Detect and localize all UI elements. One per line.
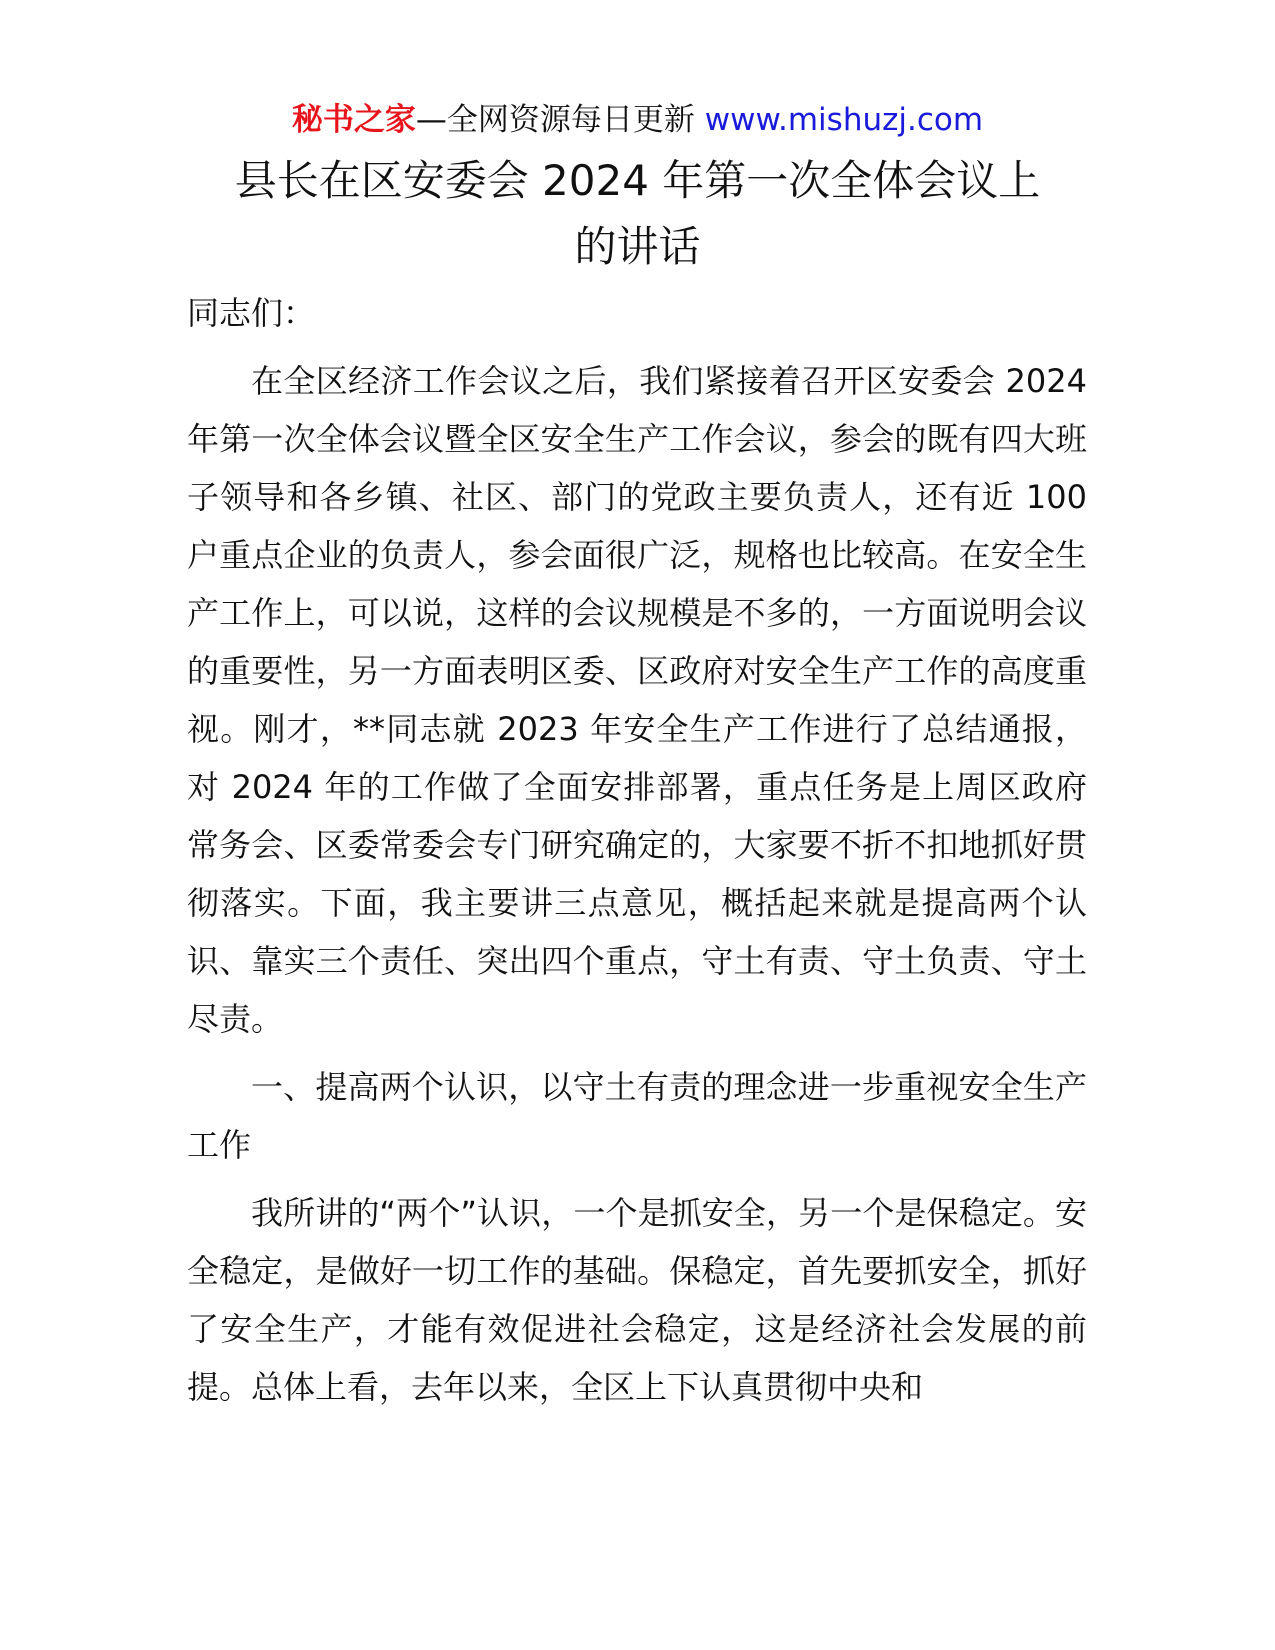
paragraph-section-1: 我所讲的“两个”认识，一个是抓安全，另一个是保稳定。安全稳定，是做好一切工作的基础。保稳定，首先要抓安全，抓好了安全生产，才能有效促进社会稳定，这是经济社会发展的前提。总体上看，去年以来，全区上下认真贯彻中央和	[187, 1194, 1087, 1406]
brand-name: 秘书之家	[291, 102, 416, 138]
site-url-link[interactable]: www.mishuzj.com	[704, 102, 984, 138]
document-title	[0, 148, 1275, 280]
banner-tagline: —全网资源每日更新	[415, 102, 695, 138]
salutation: 同志们：	[187, 294, 316, 332]
title-line-1: 县长在区安委会 2024 年第一次全体会议上	[234, 156, 1041, 205]
title-line-2: 的讲话	[574, 222, 701, 271]
section-heading-1: 一、提高两个认识，以守土有责的理念进一步重视安全生产工作	[187, 1068, 1087, 1164]
paragraph-intro: 在全区经济工作会议之后，我们紧接着召开区安委会 2024 年第一次全体会议暨全区安全生产工作会议，参会的既有四大班子领导和各乡镇、社区、部门的党政主要负责人，还有近 100 户重点企业的负责人，参会面很广泛，规格也比较高。在安全生产工作上，可以说，这样的会议规模是不多的，一方面说明会议的重要性，另一方面表明区委、区政府对安全生产工作的高度重视。刚才，**同志就 2023 年安全生产工作进行了总结通报，对 2024 年的工作做了全面安排部署，重点任务是上周区政府常务会、区委常委会专门研究确定的，大家要不折不扣地抓好贯彻落实。下面，我主要讲三点意见，概括起来就是提高两个认识、靠实三个责任、突出四个重点，守土有责、守土负责、守土尽责。	[187, 362, 1087, 1038]
site-banner	[0, 100, 1275, 140]
document-body	[187, 284, 1087, 1426]
